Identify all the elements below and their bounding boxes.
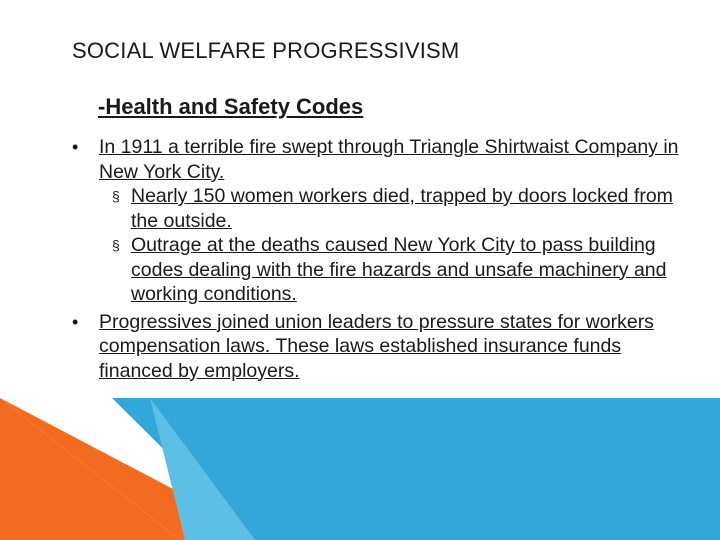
sub-bullet-text: Outrage at the deaths caused New York City to pass building codes dealing with the fire hazards and unsafe machinery and working conditions. (131, 234, 667, 305)
slide-body (0, 135, 720, 383)
slide-subheading: -Health and Safety Codes (98, 94, 364, 119)
square-bullet-icon: § (112, 188, 120, 204)
slide-title: SOCIAL WELFARE PROGRESSIVISM (72, 38, 460, 63)
bullet-dot-icon: • (72, 311, 79, 332)
bullet-text: Progressives joined union leaders to pressure states for workers compensation laws. These laws established insurance funds financed by employers. (99, 310, 654, 382)
sub-bullet-item (112, 233, 691, 307)
square-bullet-icon: § (112, 237, 120, 253)
sub-bullet-item (112, 184, 691, 233)
sub-bullet-text: Nearly 150 women workers died, trapped by doors locked from the outside. (131, 185, 673, 232)
bullet-dot-icon: • (72, 137, 79, 157)
bullet-item (72, 310, 689, 384)
bullet-text: In 1911 a terrible fire swept through Triangle Shirtwaist Company in New York City. (99, 136, 679, 183)
bullet-item (72, 135, 689, 184)
